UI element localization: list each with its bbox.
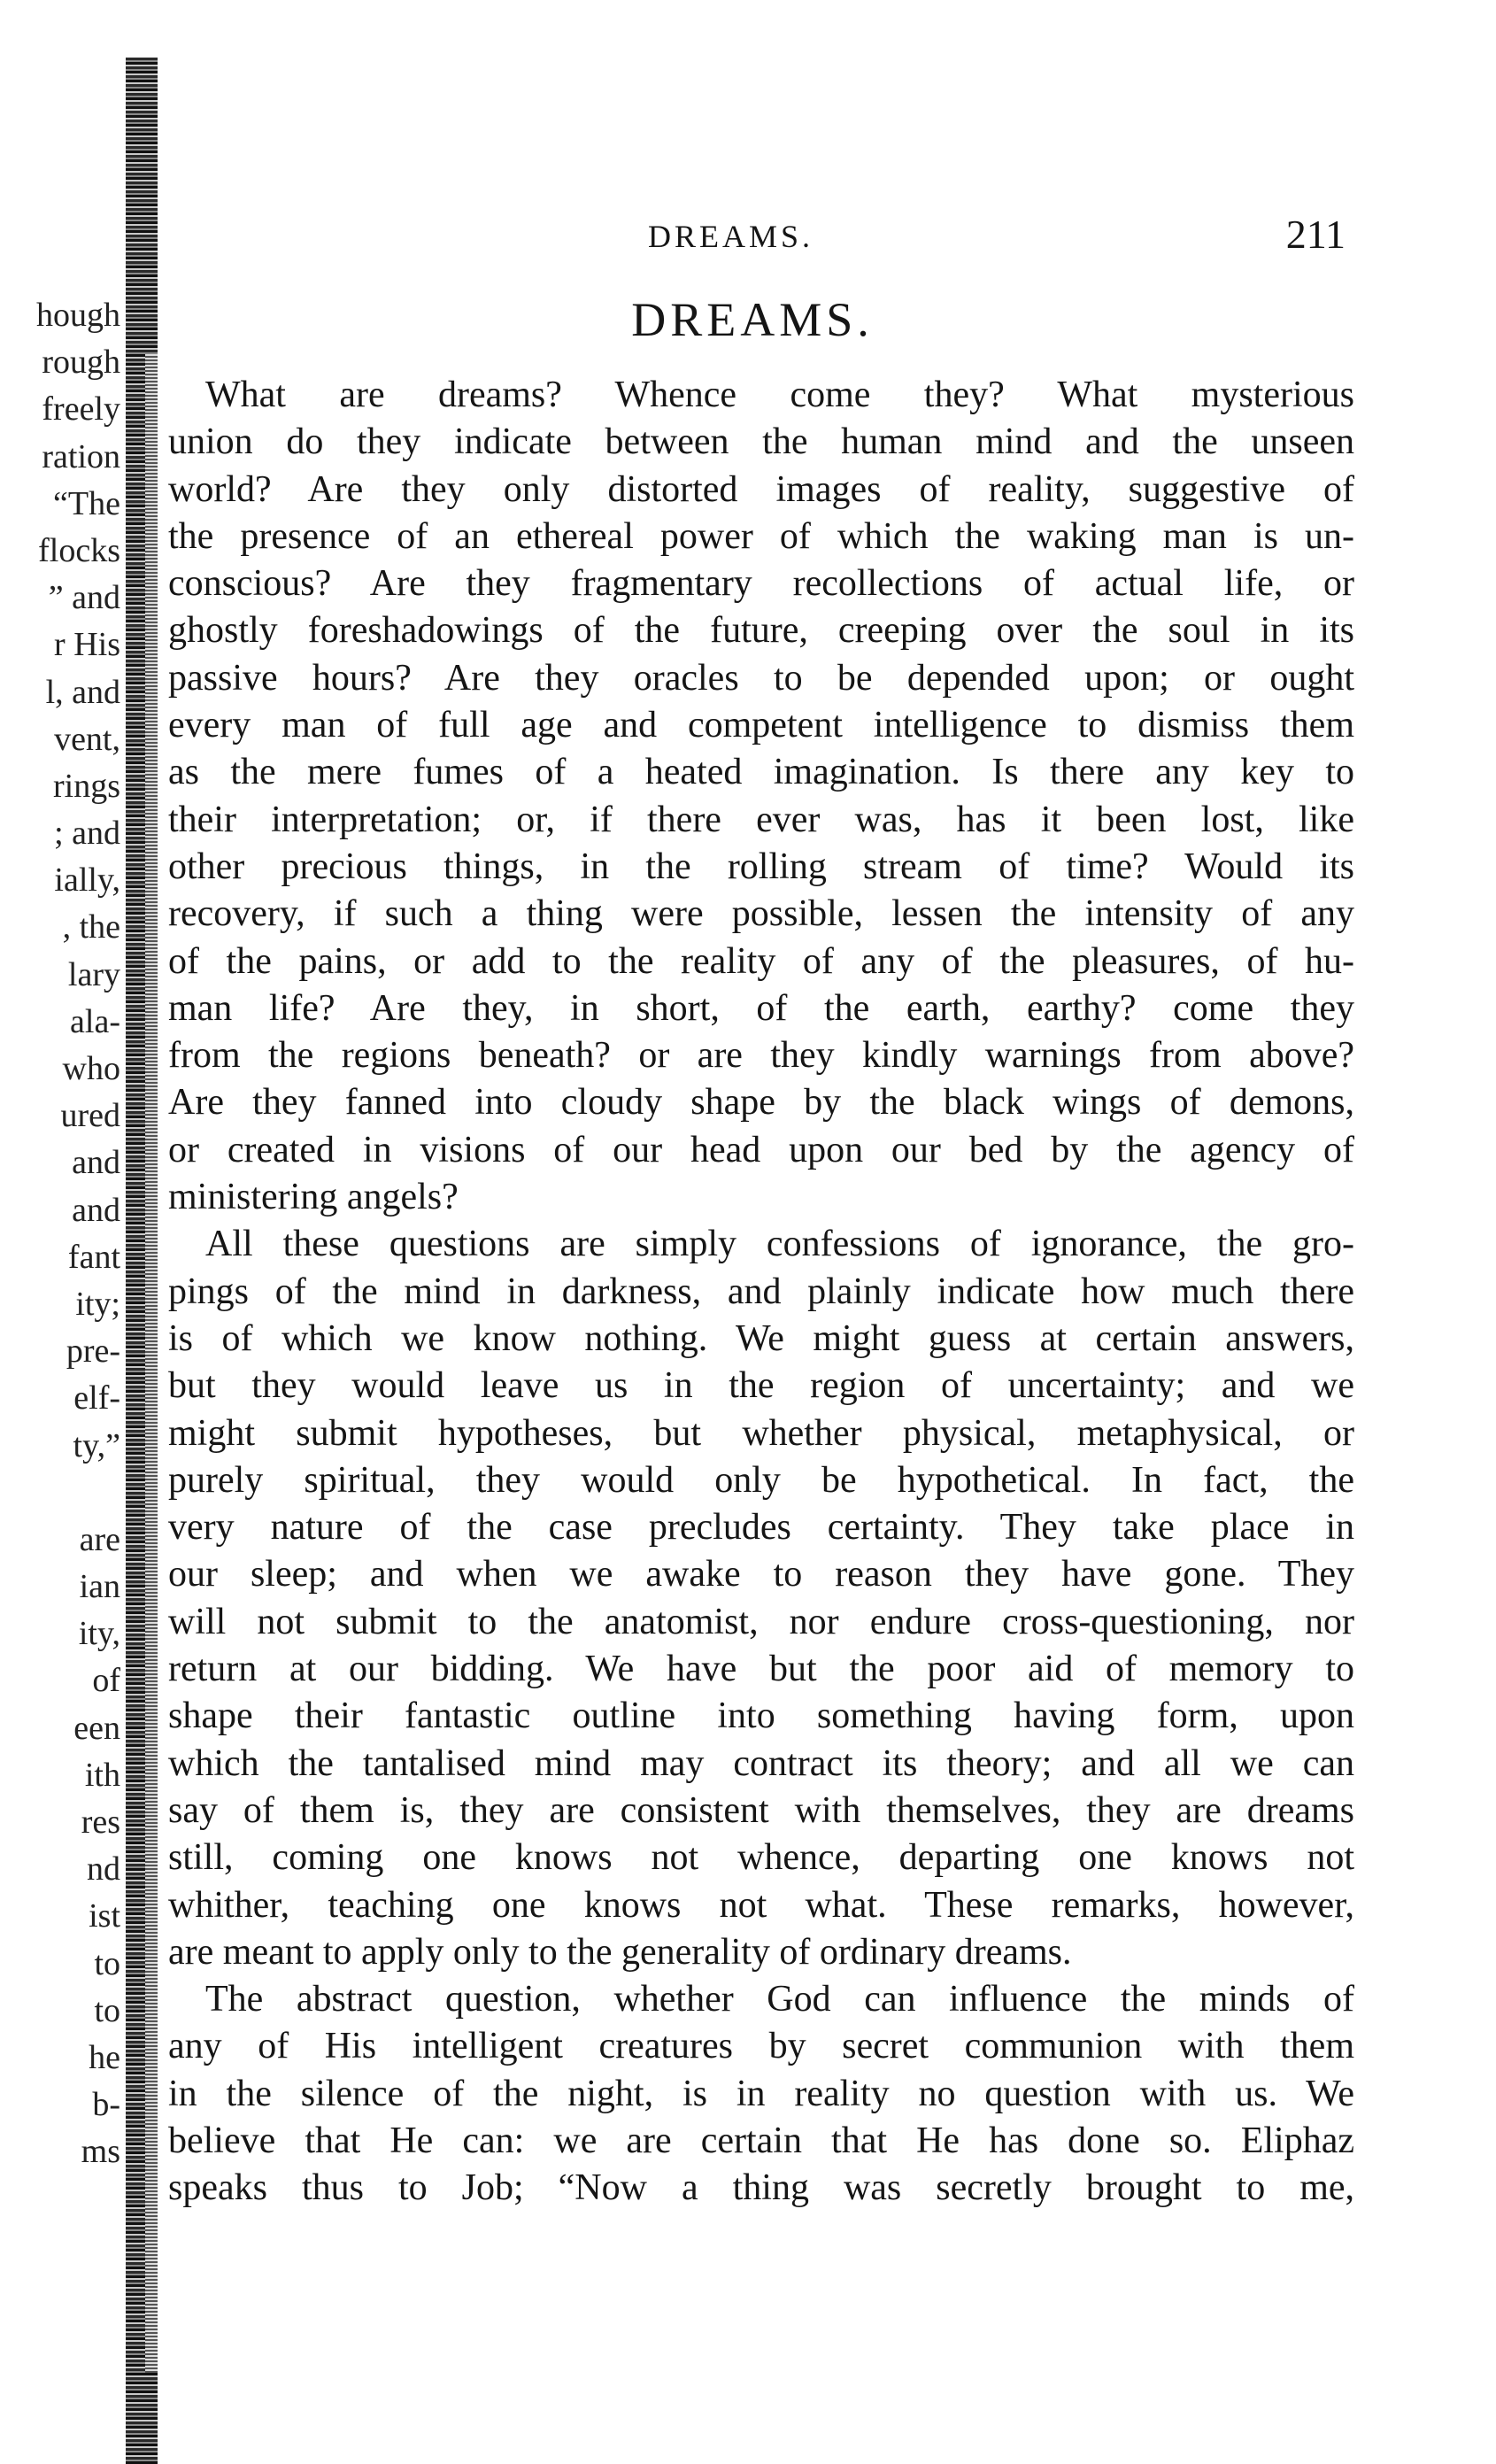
facing-page-fragment: ms <box>81 2133 120 2171</box>
facing-page-fragment: rings <box>53 767 120 805</box>
facing-page-fragment: of <box>92 1662 120 1700</box>
facing-page-fragment: ity, <box>78 1615 120 1653</box>
facing-page-fragment: r His <box>54 626 120 664</box>
text-line: or created in visions of our head upon our bed by the agency of <box>168 1129 1354 1170</box>
text-line: still, coming one knows not whence, departing one knows not <box>168 1837 1354 1879</box>
facing-page-fragment: and <box>72 1144 120 1182</box>
page-number: 211 <box>1285 212 1346 257</box>
text-line: The abstract question, whether God can influence the minds of <box>205 1979 1354 2020</box>
text-line: the presence of an ethereal power of which the waking man is un- <box>168 515 1354 557</box>
facing-page-fragment: freely <box>42 390 120 429</box>
text-line: passive hours? Are they oracles to be depended upon; or ought <box>168 657 1354 699</box>
facing-page-fragment: ially, <box>54 861 120 900</box>
text-line: will not submit to the anatomist, nor endure cross-questioning, nor <box>168 1601 1354 1642</box>
facing-page-fragment: ith <box>84 1756 120 1794</box>
facing-page-fragment: ala- <box>70 1002 120 1040</box>
facing-page-fragment: ” and <box>48 579 120 617</box>
text-line: world? Are they only distorted images of reality, suggestive of <box>168 468 1354 510</box>
facing-page-fragment: , the <box>62 908 120 946</box>
page-title: DREAMS. <box>631 293 874 346</box>
text-line: as the mere fumes of a heated imagination. Is there any key to <box>168 752 1354 793</box>
text-line: our sleep; and when we awake to reason they have gone. They <box>168 1554 1354 1595</box>
text-line: believe that He can: we are certain that He has done so. Eliphaz <box>168 2120 1354 2161</box>
text-line: their interpretation; or, if there ever was, has it been lost, like <box>168 799 1354 840</box>
text-line: ministering angels? <box>168 1177 459 1218</box>
text-line: union do they indicate between the human mind and the unseen <box>168 421 1354 463</box>
text-line: return at our bidding. We have but the poor aid of memory to <box>168 1649 1354 1690</box>
facing-page-fragment: who <box>62 1050 120 1087</box>
text-line: say of them is, they are consistent with themselves, they are dreams <box>168 1789 1354 1831</box>
running-head: DREAMS. <box>648 219 814 254</box>
text-line: in the silence of the night, is in reality no question with us. We <box>168 2073 1354 2114</box>
text-line: conscious? Are they fragmentary recollections of actual life, or <box>168 563 1354 605</box>
facing-page-fragment: are <box>79 1520 120 1558</box>
text-line: All these questions are simply confessions of ignorance, the gro- <box>205 1224 1354 1265</box>
facing-page-fragment: “The <box>53 484 120 522</box>
facing-page-fragment: ty,” <box>73 1426 120 1464</box>
text-line: very nature of the case precludes certainty. They take place in <box>168 1507 1354 1549</box>
text-line: man life? Are they, in short, of the earth, earthy? come they <box>168 987 1354 1029</box>
text-line: which the tantalised mind may contract its theory; and all we can <box>168 1742 1354 1784</box>
text-line: shape their fantastic outline into something having form, upon <box>168 1695 1354 1737</box>
text-line: any of His intelligent creatures by secret communion with them <box>168 2026 1354 2067</box>
facing-page-fragment: elf- <box>73 1379 120 1417</box>
body-text <box>168 372 1354 2213</box>
facing-page-fragment: res <box>81 1804 120 1841</box>
text-line: whither, teaching one knows not what. These remarks, however, <box>168 1884 1354 1926</box>
text-line: pings of the mind in darkness, and plainly indicate how much there <box>168 1271 1354 1312</box>
facing-page-fragment: een <box>73 1709 120 1747</box>
text-line: other precious things, in the rolling stream of time? Would its <box>168 846 1354 887</box>
text-line: of the pains, or add to the reality of any of the pleasures, of hu- <box>168 940 1354 982</box>
facing-page-fragment: and <box>72 1191 120 1229</box>
facing-page-fragment: he <box>89 2038 120 2076</box>
text-line: speaks thus to Job; “Now a thing was secretly brought to me, <box>168 2167 1354 2209</box>
facing-page-fragment: ration <box>42 437 120 475</box>
facing-page-fragment: fant <box>67 1238 120 1276</box>
text-line: recovery, if such a thing were possible, lessen the intensity of any <box>168 893 1354 935</box>
facing-page-fragment: l, and <box>45 673 120 711</box>
facing-page-fragment <box>0 1470 124 1517</box>
facing-page-fragment: rough <box>42 344 120 382</box>
text-line: from the regions beneath? or are they kindly warnings from above? <box>168 1035 1354 1077</box>
text-line: ghostly foreshadowings of the future, creeping over the soul in its <box>168 610 1354 652</box>
text-line: What are dreams? Whence come they? What mysterious <box>205 375 1354 415</box>
facing-page-fragment: ist <box>89 1897 120 1935</box>
facing-page-fragment: nd <box>87 1850 120 1889</box>
facing-page-fragment: lary <box>67 955 120 993</box>
facing-page-fragment: ; and <box>54 815 120 853</box>
facing-page-fragment: pre- <box>66 1332 120 1371</box>
facing-page-fragment: to <box>94 1991 120 2029</box>
text-line: is of which we know nothing. We might guess at certain answers, <box>168 1317 1354 1359</box>
facing-page-fragment: ian <box>79 1568 120 1606</box>
page-header <box>620 211 1346 264</box>
text-line: are meant to apply only to the generality of ordinary dreams. <box>168 1931 1072 1973</box>
facing-page-fragment: b- <box>92 2086 120 2124</box>
facing-page-fragment: to <box>94 1944 120 1982</box>
facing-page-fragment: vent, <box>54 720 120 758</box>
facing-page-fragment: hough <box>36 297 120 334</box>
book-gutter-texture <box>145 354 158 2373</box>
text-line: every man of full age and competent intelligence to dismiss them <box>168 705 1354 746</box>
facing-page-fragment: flocks <box>38 531 120 569</box>
text-line: purely spiritual, they would only be hypothetical. In fact, the <box>168 1459 1354 1501</box>
text-line: Are they fanned into cloudy shape by the black wings of demons, <box>168 1082 1354 1124</box>
facing-page-fragments <box>0 292 124 2176</box>
facing-page-fragment: ured <box>60 1097 120 1135</box>
text-line: but they would leave us in the region of uncertainty; and we <box>168 1365 1354 1407</box>
text-line: might submit hypotheses, but whether physical, metaphysical, or <box>168 1412 1354 1454</box>
facing-page-fragment: ity; <box>75 1285 120 1323</box>
